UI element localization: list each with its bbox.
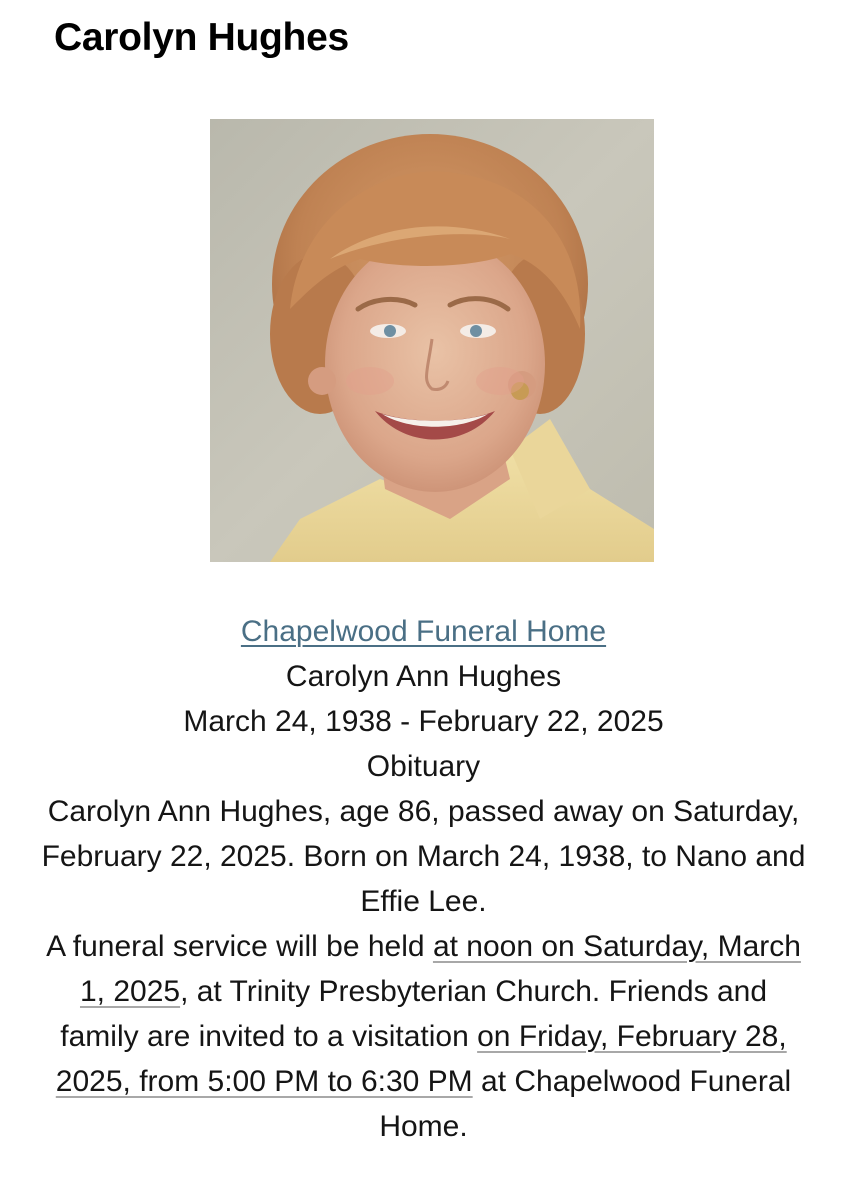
portrait-photo bbox=[210, 119, 654, 562]
funeral-home-link[interactable]: Chapelwood Funeral Home bbox=[240, 615, 607, 648]
service-datetime-link[interactable]: at noon on Saturday, March 1, 2025 bbox=[79, 930, 801, 1008]
life-dates: March 24, 1938 - February 22, 2025 bbox=[183, 705, 664, 738]
portrait-illustration bbox=[210, 119, 654, 562]
visitation-datetime-link[interactable]: on Friday, February 28, 2025, from 5:00 PM to 6:30 PM bbox=[55, 1020, 787, 1098]
page-title: Carolyn Hughes bbox=[54, 16, 349, 59]
full-name: Carolyn Ann Hughes bbox=[285, 660, 562, 693]
obituary-paragraph-2 bbox=[40, 924, 807, 1149]
obituary-heading: Obituary bbox=[366, 750, 481, 783]
obituary-content bbox=[40, 609, 807, 1149]
p2-text-start: A funeral service will be held bbox=[46, 930, 433, 963]
p2-text-end: at Chapelwood Funeral Home. bbox=[379, 1065, 792, 1143]
obituary-paragraph-1: Carolyn Ann Hughes, age 86, passed away on Saturday, February 22, 2025. Born on March 24, 1938, to Nano and Effie Lee. bbox=[41, 795, 806, 918]
p2-text-middle: , at Trinity Presbyterian Church. Friends and family are invited to a visitation bbox=[60, 975, 767, 1053]
